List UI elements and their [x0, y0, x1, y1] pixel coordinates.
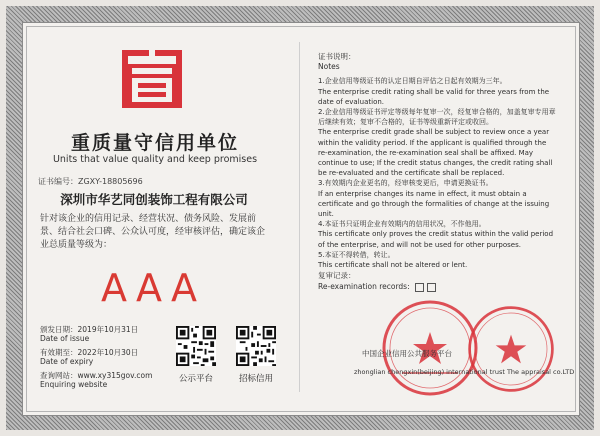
qr-code-icon	[236, 326, 276, 366]
note-line: If an enterprise changes its name in effect, it must obtain a certificate and go through the formalities of change at the issuing unit.	[318, 189, 550, 219]
issue-date: 颁发日期：2019年10月31日	[40, 325, 139, 334]
credit-logo-icon	[120, 48, 184, 110]
notes-heading: 证书说明：	[318, 52, 356, 61]
certificate-title: 重质量守信用单位	[70, 132, 239, 154]
issuer-name: 中国企业信用公共服务平台	[362, 349, 452, 358]
certificate-title-english: Units that value quality and keep promises	[52, 154, 258, 165]
company-name: 深圳市华艺同创装饰工程有限公司	[60, 192, 248, 207]
note-line: The enterprise credit grade shall be subject to review once a year within the validity period. If the applicant is qualified through the re-examination, the re-examination seal shall be affixed. May continue to use; If the credit status changes, the credit rating shall be re-evaluated and the certificate shall be replaced.	[318, 128, 553, 178]
reexam-checkbox	[415, 283, 424, 292]
notes-heading-english: Notes	[318, 62, 340, 72]
notes-section	[318, 52, 556, 270]
public-platform-label: 公示平台	[178, 374, 213, 384]
note-line: This certificate only proves the credit status within the valid period of the enterprise, and will not be used for other purposes.	[318, 230, 554, 249]
note-line: 3.有效期内企业更名的，经审核变更后，申请更换证书。	[318, 179, 493, 188]
note-line: The enterprise credit rating shall be valid for three years from the date of evaluation.	[318, 87, 550, 106]
reexam-records-english-text: Re-examination records:	[318, 282, 410, 291]
bidding-credit-label: 招标信用	[238, 374, 273, 384]
note-line: 4.本证书只证明企业有效期内的信用状况，不作他用。	[318, 220, 486, 229]
reexam-records-label: 复审记录：	[318, 271, 356, 280]
official-seal-icon	[466, 304, 556, 394]
expiry-date-english: Date of expiry	[40, 357, 94, 366]
note-line: This certificate shall not be altered or lent.	[318, 261, 468, 270]
reexam-checkbox	[427, 283, 436, 292]
column-divider	[299, 42, 300, 392]
credit-grade: AAA	[100, 266, 206, 310]
evaluation-description: 针对该企业的信用记录、经营状况、债务风险、发展前景、结合社会口碑、公众认可度，经审核评估，确定该企业总质量等级为：	[40, 214, 266, 250]
note-line: 5.本证不得转借，转让。	[318, 250, 395, 259]
enquiry-website-english: Enquiring website	[40, 380, 108, 389]
enquiry-website: 查询网站：www.xy315gov.com	[40, 371, 153, 380]
reexam-records-english	[318, 282, 436, 292]
expiry-date: 有效期至：2022年10月30日	[40, 348, 139, 357]
note-line: 1.企业信用等级证书的认定日期自评估之日起有效期为三年。	[318, 77, 507, 86]
issue-date-english: Date of issue	[40, 334, 90, 343]
qr-code-icon	[176, 326, 216, 366]
issuer-name-english: zhonglian chengxin(beijing) international trust The appraisal co.LTD	[354, 368, 575, 376]
certificate-number: 证书编号：ZGXY-18805696	[38, 177, 143, 186]
note-line: 2.企业信用等级证书评定等级每年复审一次，经复审合格的，加盖复审专用章后继续有效；复审不合格的，证书等级重新评定或收回。	[318, 108, 556, 127]
